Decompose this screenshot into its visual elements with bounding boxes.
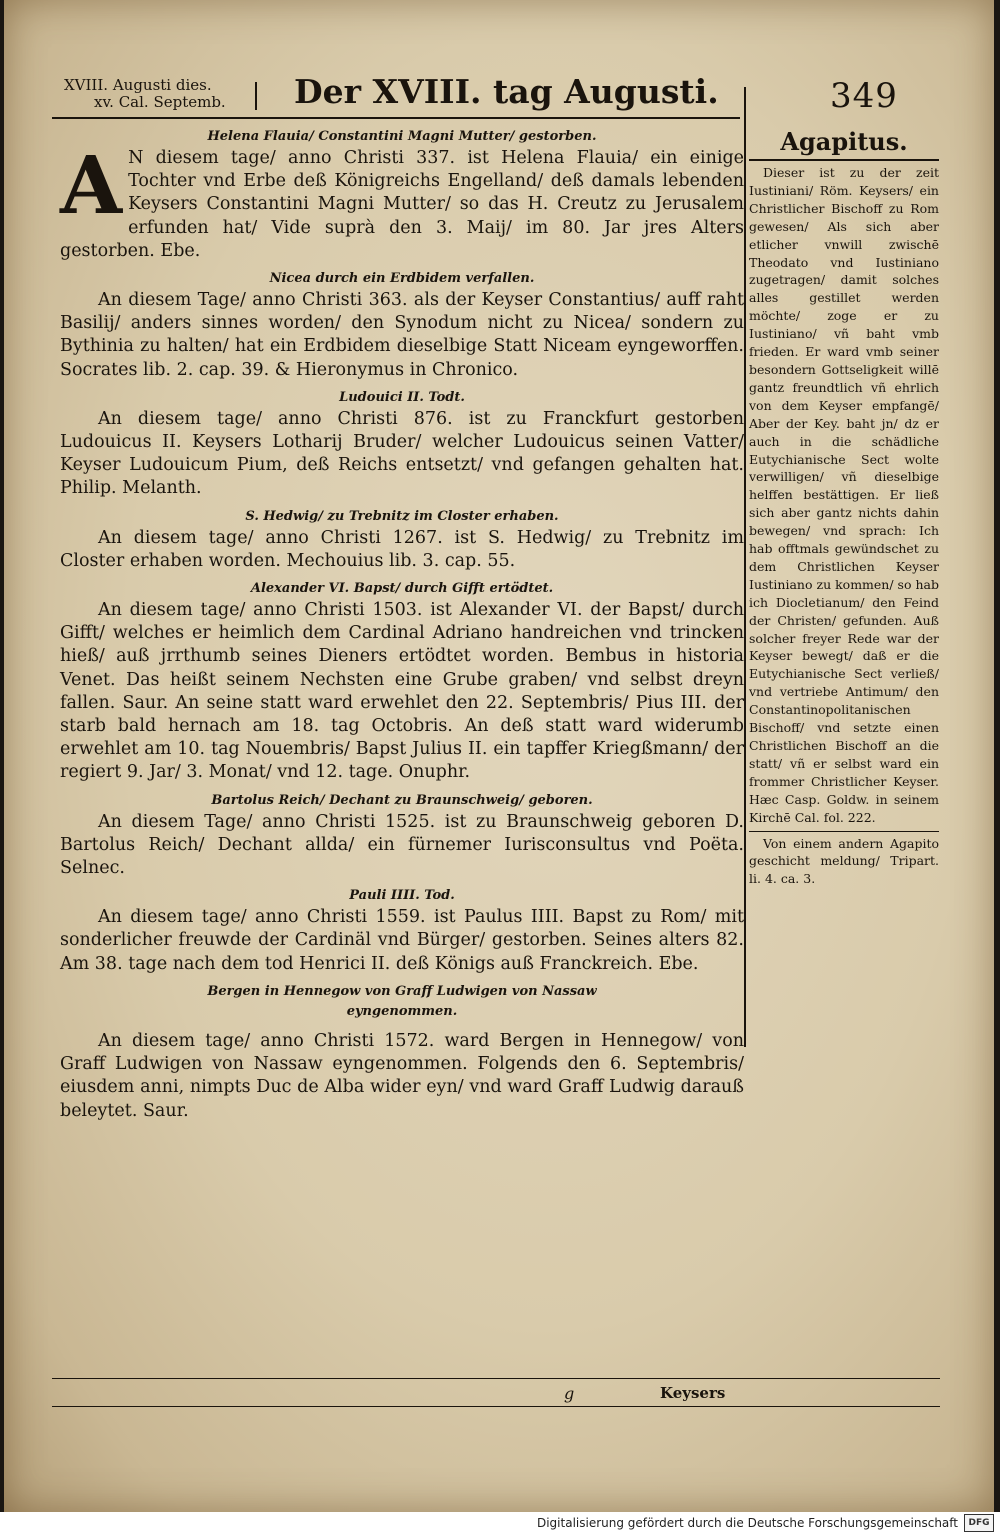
entry-text: An diesem tage/ anno Christi 876. ist zu Franckfurt gestorben Ludouicus II. Keysers Lotharij Bruder/ welcher Ludouicus seinen Vatter/ Keyser Ludouicum Pium, deß Reichs entsetzt/ vnd gefangen gehalten hat. Philip. Melanth. bbox=[60, 408, 744, 499]
entry-title: Nicea durch ein Erdbidem verfallen. bbox=[269, 271, 535, 287]
entry-text: An diesem Tage/ anno Christi 363. als der Keyser Constantius/ auff raht Basilij/ anders sinnes worden/ den Synodum nicht zu Nicea/ sondern zu Bythinia zu halten/ hat ein Erdbidem dieselbige Statt Niceam eyngeworffen. Socrates lib. 2. cap. 39. & Hieronymus in Chronico. bbox=[60, 290, 744, 380]
dfg-logo-icon: DFG bbox=[964, 1514, 994, 1532]
entry-text: An diesem tage/ anno Christi 1503. ist Alexander VI. der Bapst/ durch Gifft/ welches er heimlich dem Cardinal Adriano handreichen vnd trincken hieß/ auß jrrthumb seines Dieners ertödtet worden. Bembus in historia Venet. Das heißt seinem Nechsten eine Grube graben/ vnd selbst dreyn fallen. Saur. An seine statt ward erwehlet den 22. Septembris/ Pius III. der starb bald hernach am 18. tag Octobris. An deß statt ward widerumb erwehlet am 10. tag Nouembris/ Bapst Julius II. ein tapffer Kriegßmann/ der regiert 9. Jar/ 3. Monat/ vnd 12. tage. Onuphr. bbox=[60, 600, 744, 783]
entry-title: Pauli IIII. Tod. bbox=[349, 888, 455, 904]
header-separator bbox=[255, 82, 257, 110]
entry-hedwig bbox=[60, 507, 744, 573]
column-rule bbox=[744, 87, 746, 1047]
footer-credit-text: Digitalisierung gefördert durch die Deutsche Forschungsgemeinschaft bbox=[536, 1516, 958, 1530]
sidebar-text: Dieser ist zu der zeit Iustiniani/ Röm. Keysers/ ein Christlicher Bischoff zu Rom gewesen/ Als sich aber etlicher vnwill zwischē Theodato vnd Iustiniano zugetragen/ damit solches alles gestillet werden möchte/ zoge er zu Iustiniano/ vñ baht vmb frieden. Er ward vmb seiner besondern Gottseligkeit willē gantz freundtlich vñ ehrlich von dem Keyser empfangē/ Aber der Key. baht jn/ dz er auch in die schädliche Eutychianische Sect wolte verwilligen/ vñ dieselbige helffen bestättigen. Er ließ sich aber gantz nichts dahin bewegen/ vnd sprach: Ich hab offtmals gewündschet zu dem Christlichen Keyser Iustiniano zu kommen/ so hab ich Diocletianum/ den Feind der Christen/ gefunden. Auß solcher freyer Rede war der Keyser bewegt/ daß er die Eutychianische Sect verließ/ vnd vertriebe Antimum/ den Constantinopolitanischen Bischoff/ vnd setzte einen Christlichen Bischoff an die statt/ vñ er selbst ward ein frommer Christlicher Keyser. Hæc Casp. Goldw. in seinem Kirchē Cal. fol. 222. bbox=[749, 165, 939, 825]
bottom-rule bbox=[52, 1378, 940, 1379]
sidebar-rule bbox=[749, 831, 939, 832]
entry-title: Ludouici II. Todt. bbox=[339, 389, 465, 405]
running-head-left bbox=[64, 77, 226, 111]
entry-title: Bergen in Hennegow von Graff Ludwigen von Nassaw eyngenommen. bbox=[207, 983, 597, 1019]
entry-text: An diesem tage/ anno Christi 1267. ist S. Hedwig/ zu Trebnitz im Closter erhaben worden. Mechouius lib. 3. cap. 55. bbox=[60, 527, 744, 571]
drop-cap: A bbox=[60, 138, 123, 232]
main-column bbox=[60, 127, 744, 1129]
entry-nicea bbox=[60, 269, 744, 382]
book-page bbox=[4, 0, 994, 1512]
entry-text-body: N diesem tage/ anno Christi 337. ist Helena Flauia/ ein einige Tochter vnd Erbe deß Königreichs Engelland/ deß damals lebenden Keysers Constantini Magni Mutter/ so das H. Creutz zu Jerusalem erfunden hat/ Vide suprà den 3. Maij/ im 80. Jar jres Alters gestorben. Ebe. bbox=[60, 148, 744, 261]
entry-text bbox=[60, 138, 744, 263]
entry-text: An diesem tage/ anno Christi 1572. ward Bergen in Hennegow/ von Graff Ludwigen von Nassaw eyngenommen. Folgends den 6. Septembris/ eiusdem anni, nimpts Duc de Alba wider eyn/ vnd ward Graff Ludwig darauß beleytet. Saur. bbox=[60, 1030, 744, 1121]
sidebar-title: Agapitus. bbox=[780, 127, 908, 156]
footer-credit bbox=[537, 1513, 994, 1533]
entry-alexander bbox=[60, 579, 744, 785]
entry-bergen bbox=[60, 982, 744, 1123]
entry-title: S. Hedwig/ zu Trebnitz im Closter erhaben. bbox=[245, 508, 559, 524]
signature-mark: g bbox=[564, 1384, 575, 1403]
entry-text: An diesem tage/ anno Christi 1559. ist Paulus IIII. Bapst zu Rom/ mit sonderlicher freuwde der Cardinäl vnd Bürger/ gestorben. Seines alters 82. Am 38. tage nach dem tod Henrici II. deß Königs auß Franckreich. Ebe. bbox=[60, 907, 744, 974]
sidebar-rule bbox=[749, 159, 939, 161]
page-title: Der XVIII. tag Augusti. bbox=[294, 72, 719, 111]
sidebar-note: Von einem andern Agapito geschicht meldung/ Tripart. li. 4. ca. 3. bbox=[749, 835, 939, 887]
sidebar-column bbox=[749, 125, 939, 888]
entry-title: Alexander VI. Bapst/ durch Gifft ertödtet. bbox=[250, 581, 554, 597]
entry-bartolus bbox=[60, 791, 744, 881]
bottom-rule bbox=[52, 1406, 940, 1407]
entry-ludouicus bbox=[60, 388, 744, 501]
running-head-left-line2: xv. Cal. Septemb. bbox=[94, 93, 226, 111]
entry-title: Helena Flauia/ Constantini Magni Mutter/ gestorben. bbox=[207, 129, 597, 144]
entry-text: An diesem Tage/ anno Christi 1525. ist zu Braunschweig geboren D. Bartolus Reich/ Dechant allda/ ein fürnemer Iurisconsultus vnd Poëta. Selnec. bbox=[60, 811, 744, 879]
entry-paulus bbox=[60, 886, 744, 976]
folio-number: 349 bbox=[830, 76, 898, 116]
entry-title: Bartolus Reich/ Dechant zu Braunschweig/ geboren. bbox=[211, 792, 593, 808]
header-rule bbox=[52, 117, 740, 119]
running-head-left-line1: XVIII. Augusti dies. bbox=[64, 76, 212, 94]
entry-helena bbox=[60, 127, 744, 269]
catchword: Keysers bbox=[660, 1384, 726, 1402]
